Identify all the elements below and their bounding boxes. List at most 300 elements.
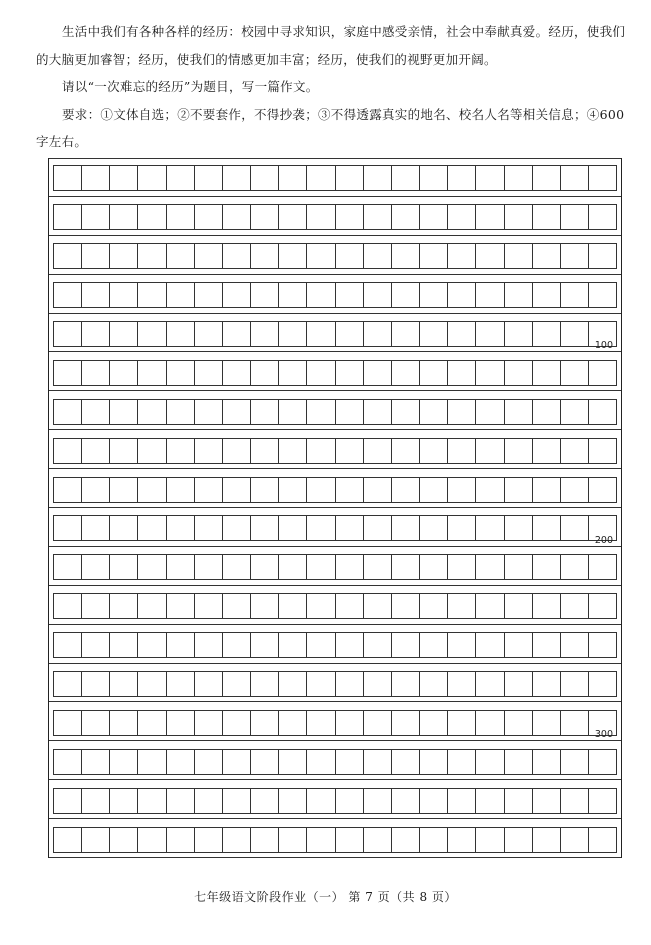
- grid-cell: [138, 322, 166, 346]
- grid-cell: [476, 400, 504, 424]
- grid-cell: [223, 283, 251, 307]
- grid-cell: [420, 400, 448, 424]
- grid-cell: [561, 244, 589, 268]
- grid-cell: [420, 594, 448, 618]
- grid-row-separator: [49, 857, 621, 858]
- grid-cell: [279, 672, 307, 696]
- grid-cell: [195, 711, 223, 735]
- grid-cell: [138, 361, 166, 385]
- grid-cell: [110, 400, 138, 424]
- grid-cell: [167, 516, 195, 540]
- grid-cell: [505, 166, 533, 190]
- grid-cell: [195, 322, 223, 346]
- grid-cell: [533, 478, 561, 502]
- grid-cell: [505, 516, 533, 540]
- grid-cell: [561, 478, 589, 502]
- grid-cell: [195, 672, 223, 696]
- grid-cell: [167, 594, 195, 618]
- grid-cell: [195, 400, 223, 424]
- grid-cell: [251, 633, 279, 657]
- grid-cell: [533, 516, 561, 540]
- grid-cell: [82, 789, 110, 813]
- grid-cell: [110, 478, 138, 502]
- grid-cell: [476, 361, 504, 385]
- grid-cell: [476, 205, 504, 229]
- grid-cell: [307, 400, 335, 424]
- grid-cell: [336, 478, 364, 502]
- grid-cell: [167, 672, 195, 696]
- grid-cell: [505, 205, 533, 229]
- grid-cell: [279, 283, 307, 307]
- grid-cell: [167, 439, 195, 463]
- grid-cell: [53, 516, 82, 540]
- grid-cell: [251, 166, 279, 190]
- grid-cell: [251, 594, 279, 618]
- grid-cell: [336, 672, 364, 696]
- grid-cell: [53, 283, 82, 307]
- grid-cell: [53, 555, 82, 579]
- grid-cell: [420, 283, 448, 307]
- grid-cell: [53, 322, 82, 346]
- grid-cell: [307, 516, 335, 540]
- grid-cell: [279, 439, 307, 463]
- grid-cell: [476, 166, 504, 190]
- grid-cell: [533, 439, 561, 463]
- grid-row: [53, 749, 617, 775]
- grid-cell: [336, 400, 364, 424]
- grid-cell: [448, 205, 476, 229]
- grid-cell: [223, 828, 251, 852]
- grid-row: [53, 165, 617, 191]
- grid-cell: [138, 244, 166, 268]
- grid-cell: [420, 828, 448, 852]
- grid-cell: [307, 555, 335, 579]
- grid-cell: [364, 166, 392, 190]
- grid-cell: [448, 400, 476, 424]
- grid-cell: [53, 633, 82, 657]
- grid-cell: [167, 789, 195, 813]
- grid-cell: [364, 789, 392, 813]
- grid-cell: [279, 478, 307, 502]
- grid-cell: [110, 205, 138, 229]
- grid-row-separator: [49, 390, 621, 391]
- grid-row: [53, 671, 617, 697]
- grid-cell: [589, 789, 617, 813]
- grid-row-separator: [49, 546, 621, 547]
- grid-cell: [138, 789, 166, 813]
- grid-cell: [420, 672, 448, 696]
- grid-cell: [336, 283, 364, 307]
- grid-cell: [53, 828, 82, 852]
- grid-cell: [195, 750, 223, 774]
- grid-cell: [110, 594, 138, 618]
- grid-cell: [533, 633, 561, 657]
- grid-cell: [307, 361, 335, 385]
- grid-cell: [561, 166, 589, 190]
- grid-cell: [561, 322, 589, 346]
- grid-cell: [307, 789, 335, 813]
- grid-cell: [223, 205, 251, 229]
- grid-cell: [505, 633, 533, 657]
- grid-cell: [251, 439, 279, 463]
- grid-cell: [505, 244, 533, 268]
- grid-cell: [223, 672, 251, 696]
- grid-cell: [505, 750, 533, 774]
- grid-cell: [223, 594, 251, 618]
- grid-cell: [589, 166, 617, 190]
- grid-cell: [448, 672, 476, 696]
- grid-cell: [448, 361, 476, 385]
- page-footer: 七年级语文阶段作业（一） 第 7 页（共 8 页）: [194, 890, 457, 904]
- grid-cell: [448, 594, 476, 618]
- grid-cell: [476, 439, 504, 463]
- grid-cell: [223, 633, 251, 657]
- grid-cell: [336, 594, 364, 618]
- grid-cell: [476, 322, 504, 346]
- grid-cell: [110, 672, 138, 696]
- grid-cell: [195, 478, 223, 502]
- grid-cell: [167, 322, 195, 346]
- grid-top-line: [49, 158, 621, 159]
- grid-cell: [138, 516, 166, 540]
- grid-cell: [392, 828, 420, 852]
- grid-cell: [223, 361, 251, 385]
- grid-cell: [589, 555, 617, 579]
- grid-row: [53, 632, 617, 658]
- grid-cell: [307, 633, 335, 657]
- grid-cell: [251, 516, 279, 540]
- grid-cell: [307, 594, 335, 618]
- grid-cell: [392, 322, 420, 346]
- grid-cell: [82, 633, 110, 657]
- grid-cell: [589, 283, 617, 307]
- grid-cell: [279, 750, 307, 774]
- grid-cell: [392, 244, 420, 268]
- grid-cell: [420, 633, 448, 657]
- grid-cell: [448, 633, 476, 657]
- grid-cell: [195, 283, 223, 307]
- grid-cell: [364, 361, 392, 385]
- grid-cell: [167, 361, 195, 385]
- grid-cell: [53, 400, 82, 424]
- grid-cell: [589, 672, 617, 696]
- grid-cell: [82, 244, 110, 268]
- grid-cell: [138, 439, 166, 463]
- grid-cell: [505, 828, 533, 852]
- grid-cell: [589, 633, 617, 657]
- prompt-paragraph-task: 请以“一次难忘的经历”为题目，写一篇作文。: [62, 79, 319, 94]
- word-count-marker-300: 300: [594, 729, 613, 741]
- grid-cell: [589, 594, 617, 618]
- grid-cell: [138, 750, 166, 774]
- grid-cell: [307, 478, 335, 502]
- grid-cell: [561, 672, 589, 696]
- grid-cell: [138, 711, 166, 735]
- grid-cell: [53, 478, 82, 502]
- grid-row-separator: [49, 313, 621, 314]
- grid-cell: [279, 633, 307, 657]
- grid-cell: [392, 711, 420, 735]
- grid-cell: [476, 283, 504, 307]
- grid-cell: [561, 400, 589, 424]
- grid-cell: [167, 750, 195, 774]
- grid-cell: [392, 400, 420, 424]
- grid-cell: [364, 283, 392, 307]
- grid-cell: [505, 478, 533, 502]
- grid-cell: [420, 750, 448, 774]
- grid-cell: [307, 166, 335, 190]
- grid-cell: [533, 205, 561, 229]
- grid-cell: [307, 711, 335, 735]
- grid-cell: [392, 478, 420, 502]
- writing-grid: [48, 158, 622, 858]
- grid-cell: [110, 828, 138, 852]
- grid-cell: [251, 555, 279, 579]
- grid-row-separator: [49, 663, 621, 664]
- grid-cell: [476, 672, 504, 696]
- grid-cell: [476, 711, 504, 735]
- grid-cell: [533, 711, 561, 735]
- grid-cell: [336, 828, 364, 852]
- grid-cell: [561, 516, 589, 540]
- grid-cell: [195, 789, 223, 813]
- grid-cell: [251, 750, 279, 774]
- grid-cell: [195, 244, 223, 268]
- grid-cell: [279, 205, 307, 229]
- grid-cell: [448, 283, 476, 307]
- grid-cell: [364, 555, 392, 579]
- grid-cell: [167, 478, 195, 502]
- grid-cell: [420, 789, 448, 813]
- grid-cell: [392, 750, 420, 774]
- grid-cell: [82, 828, 110, 852]
- grid-cell: [110, 166, 138, 190]
- grid-cell: [364, 516, 392, 540]
- grid-cell: [448, 478, 476, 502]
- grid-cell: [392, 633, 420, 657]
- grid-cell: [476, 633, 504, 657]
- grid-cell: [476, 828, 504, 852]
- grid-cell: [110, 244, 138, 268]
- grid-cell: [138, 400, 166, 424]
- essay-prompt: [36, 18, 628, 156]
- prompt-paragraph-intro: 生活中我们有各种各样的经历：校园中寻求知识，家庭中感受亲情，社会中奉献真爱。经历，使我们的大脑更加睿智；经历，使我们的情感更加丰富；经历，使我们的视野更加开阔。: [36, 24, 626, 67]
- grid-cell: [505, 789, 533, 813]
- grid-cell: [279, 361, 307, 385]
- grid-cell: [53, 594, 82, 618]
- grid-cell: [138, 205, 166, 229]
- grid-cell: [195, 361, 223, 385]
- grid-cell: [251, 205, 279, 229]
- grid-cell: [420, 166, 448, 190]
- grid-cell: [392, 672, 420, 696]
- grid-cell: [336, 711, 364, 735]
- grid-cell: [533, 672, 561, 696]
- grid-cell: [336, 244, 364, 268]
- grid-cell: [420, 478, 448, 502]
- grid-cell: [364, 244, 392, 268]
- grid-cell: [167, 400, 195, 424]
- grid-cell: [364, 633, 392, 657]
- grid-cell: [561, 361, 589, 385]
- grid-cell: [53, 672, 82, 696]
- grid-row: [53, 204, 617, 230]
- grid-cell: [561, 205, 589, 229]
- grid-cell: [533, 828, 561, 852]
- grid-cell: [561, 555, 589, 579]
- grid-cell: [336, 439, 364, 463]
- grid-cell: [53, 750, 82, 774]
- grid-cell: [448, 828, 476, 852]
- grid-cell: [533, 750, 561, 774]
- grid-cell: [392, 439, 420, 463]
- grid-cell: [476, 516, 504, 540]
- grid-cell: [251, 322, 279, 346]
- grid-cell: [223, 711, 251, 735]
- grid-cell: [505, 672, 533, 696]
- grid-cell: [53, 711, 82, 735]
- grid-cell: [533, 244, 561, 268]
- grid-cell: [251, 361, 279, 385]
- grid-cell: [279, 555, 307, 579]
- word-count-marker-100: 100: [594, 340, 613, 352]
- grid-cell: [195, 516, 223, 540]
- grid-cell: [448, 516, 476, 540]
- grid-cell: [223, 244, 251, 268]
- grid-row: [53, 788, 617, 814]
- grid-row-separator: [49, 196, 621, 197]
- grid-cell: [420, 244, 448, 268]
- grid-cell: [138, 166, 166, 190]
- grid-cell: [82, 672, 110, 696]
- grid-cell: [223, 400, 251, 424]
- grid-cell: [448, 322, 476, 346]
- grid-cell: [505, 400, 533, 424]
- grid-cell: [533, 166, 561, 190]
- grid-cell: [251, 283, 279, 307]
- grid-cell: [420, 322, 448, 346]
- grid-cell: [392, 789, 420, 813]
- grid-row: [53, 438, 617, 464]
- grid-row: [53, 515, 617, 541]
- grid-cell: [364, 205, 392, 229]
- grid-cell: [82, 205, 110, 229]
- grid-row-separator: [49, 351, 621, 352]
- grid-cell: [307, 205, 335, 229]
- grid-cell: [448, 166, 476, 190]
- grid-cell: [336, 361, 364, 385]
- grid-cell: [138, 828, 166, 852]
- grid-cell: [589, 478, 617, 502]
- grid-cell: [392, 283, 420, 307]
- grid-cell: [336, 555, 364, 579]
- grid-cell: [336, 166, 364, 190]
- grid-cell: [561, 439, 589, 463]
- grid-cell: [110, 322, 138, 346]
- grid-cell: [392, 516, 420, 540]
- grid-cell: [82, 594, 110, 618]
- grid-row-separator: [49, 779, 621, 780]
- grid-cell: [167, 711, 195, 735]
- grid-cell: [167, 166, 195, 190]
- grid-row-separator: [49, 429, 621, 430]
- grid-cell: [251, 478, 279, 502]
- grid-cell: [138, 633, 166, 657]
- grid-cell: [364, 400, 392, 424]
- grid-cell: [307, 439, 335, 463]
- grid-cell: [476, 594, 504, 618]
- grid-row-separator: [49, 585, 621, 586]
- grid-cell: [195, 594, 223, 618]
- grid-cell: [167, 555, 195, 579]
- grid-cell: [336, 322, 364, 346]
- grid-cell: [223, 555, 251, 579]
- grid-cell: [167, 828, 195, 852]
- grid-cell: [307, 283, 335, 307]
- grid-cell: [307, 322, 335, 346]
- grid-cell: [251, 672, 279, 696]
- grid-cell: [251, 711, 279, 735]
- grid-cell: [364, 672, 392, 696]
- grid-cell: [223, 322, 251, 346]
- grid-cell: [505, 283, 533, 307]
- grid-cell: [505, 555, 533, 579]
- grid-cell: [589, 828, 617, 852]
- grid-cell: [533, 594, 561, 618]
- grid-cell: [476, 750, 504, 774]
- grid-cell: [420, 439, 448, 463]
- grid-cell: [448, 555, 476, 579]
- grid-cell: [82, 478, 110, 502]
- grid-cell: [167, 283, 195, 307]
- grid-cell: [307, 244, 335, 268]
- grid-cell: [307, 828, 335, 852]
- grid-cell: [279, 244, 307, 268]
- word-count-marker-200: 200: [594, 534, 613, 546]
- grid-cell: [223, 439, 251, 463]
- grid-cell: [82, 516, 110, 540]
- grid-cell: [223, 166, 251, 190]
- grid-cell: [364, 439, 392, 463]
- grid-cell: [392, 361, 420, 385]
- grid-cell: [589, 439, 617, 463]
- grid-cell: [279, 711, 307, 735]
- grid-row: [53, 360, 617, 386]
- grid-cell: [476, 555, 504, 579]
- grid-cell: [533, 283, 561, 307]
- grid-cell: [82, 439, 110, 463]
- grid-cell: [505, 322, 533, 346]
- grid-cell: [195, 205, 223, 229]
- grid-cell: [448, 789, 476, 813]
- grid-row: [53, 399, 617, 425]
- grid-cell: [279, 828, 307, 852]
- grid-cell: [589, 205, 617, 229]
- grid-cell: [336, 516, 364, 540]
- grid-cell: [138, 594, 166, 618]
- grid-cell: [110, 711, 138, 735]
- grid-cell: [110, 555, 138, 579]
- grid-cell: [561, 283, 589, 307]
- grid-cell: [195, 166, 223, 190]
- grid-cell: [110, 750, 138, 774]
- grid-cell: [364, 828, 392, 852]
- grid-cell: [420, 361, 448, 385]
- grid-cell: [110, 633, 138, 657]
- grid-cell: [420, 516, 448, 540]
- grid-cell: [533, 555, 561, 579]
- grid-cell: [364, 478, 392, 502]
